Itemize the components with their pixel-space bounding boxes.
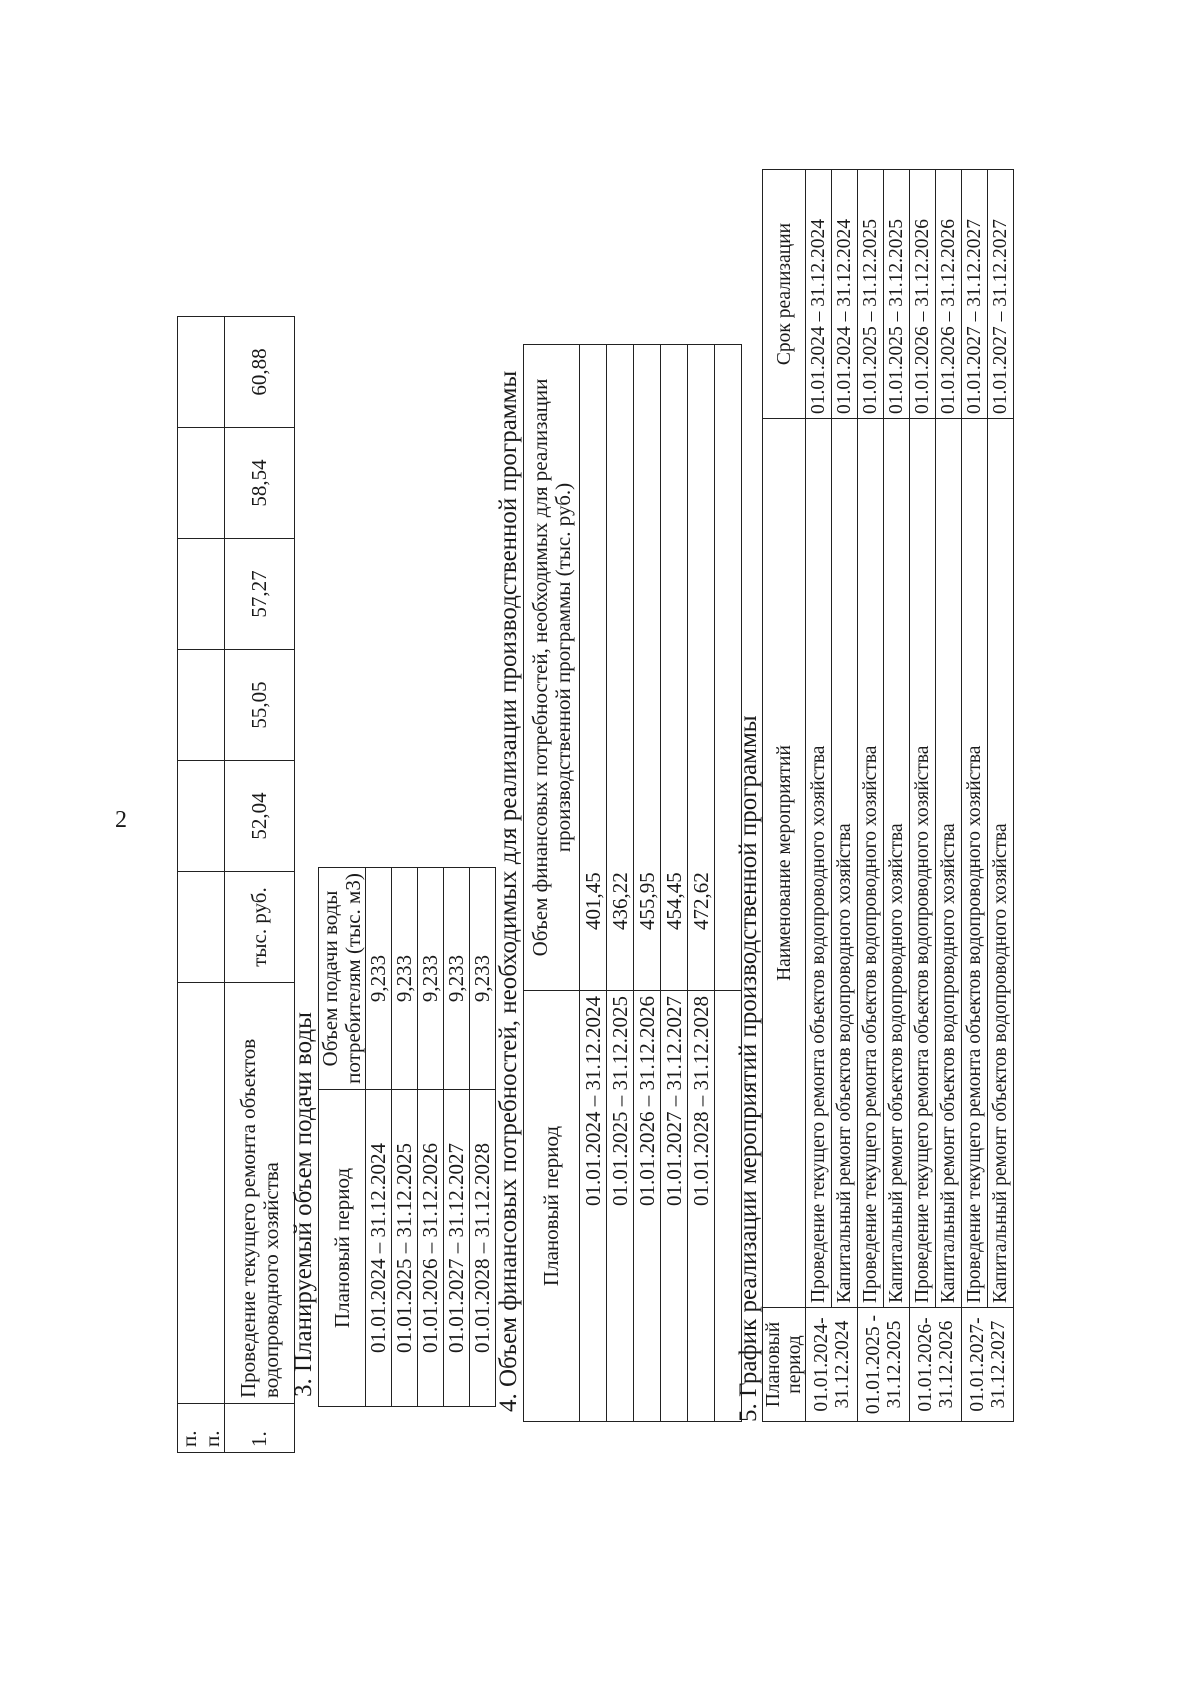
financial-needs-table <box>523 344 742 1422</box>
section4-title: 4. Объем финансовых потребностей, необходимых для реализации производственной программы <box>495 370 522 1412</box>
table4-header-period: Плановый период <box>524 991 580 1422</box>
table1-row-value: 58,54 <box>225 428 295 539</box>
table5-period: 01.01.2025 - 31.12.2025 <box>858 1308 910 1422</box>
section5-title: 5. График реализации мероприятий производственной программы <box>735 715 762 1422</box>
table1-row-num: 1. <box>225 1404 295 1453</box>
table-row <box>580 345 607 1422</box>
table5-activity: Проведение текущего ремонта объектов водопроводного хозяйства <box>806 419 832 1308</box>
table4-period: 01.01.2026 – 31.12.2026 <box>634 991 661 1422</box>
table5-activity: Капитальный ремонт объектов водопроводного хозяйства <box>884 419 910 1308</box>
table4-value: 454,45 <box>661 345 688 991</box>
water-supply-table <box>318 867 496 1407</box>
table1-header-row <box>178 317 225 1453</box>
table5-activity: Капитальный ремонт объектов водопроводного хозяйства <box>832 419 858 1308</box>
table1-row-value: 60,88 <box>225 317 295 428</box>
page-number: 2 <box>115 807 127 833</box>
table5-header-period: Плановый период <box>763 1308 806 1422</box>
table1-row-value: 57,27 <box>225 539 295 650</box>
table-row <box>470 868 496 1407</box>
table-row <box>392 868 418 1407</box>
table5-period: 01.01.2024- 31.12.2024 <box>806 1308 858 1422</box>
table5-period: 01.01.2027- 31.12.2027 <box>962 1308 1014 1422</box>
table3-value: 9,233 <box>392 868 418 1090</box>
table3-period: 01.01.2028 – 31.12.2028 <box>470 1090 496 1407</box>
table5-activity: Проведение текущего ремонта объектов водопроводного хозяйства <box>858 419 884 1308</box>
table-row <box>418 868 444 1407</box>
table3-header-period: Плановый период <box>319 1090 366 1407</box>
table3-period: 01.01.2026 – 31.12.2026 <box>418 1090 444 1407</box>
table3-header-row <box>319 868 366 1407</box>
table4-value: 472,62 <box>688 345 715 991</box>
table5-activity: Проведение текущего ремонта объектов водопроводного хозяйства <box>910 419 936 1308</box>
table1-row-unit: тыс. руб. <box>225 872 295 983</box>
table5-activity: Проведение текущего ремонта объектов водопроводного хозяйства <box>962 419 988 1308</box>
table1-header-empty <box>178 872 225 983</box>
table-row <box>806 170 832 1422</box>
table1-header-empty <box>178 428 225 539</box>
table5-activity: Капитальный ремонт объектов водопроводного хозяйства <box>988 419 1014 1308</box>
table-row <box>936 170 962 1422</box>
table1-row-value: 52,04 <box>225 761 295 872</box>
table-row <box>366 868 392 1407</box>
table-row <box>884 170 910 1422</box>
table3-value: 9,233 <box>444 868 470 1090</box>
table1-header-empty <box>178 983 225 1404</box>
table1-header-num: п. п. <box>178 1404 225 1453</box>
table-row <box>634 345 661 1422</box>
table5-term: 01.01.2026 – 31.12.2026 <box>936 170 962 419</box>
table3-period: 01.01.2025 – 31.12.2025 <box>392 1090 418 1407</box>
table5-period: 01.01.2026- 31.12.2026 <box>910 1308 962 1422</box>
table1-header-empty <box>178 761 225 872</box>
table4-period: 01.01.2024 – 31.12.2024 <box>580 991 607 1422</box>
table3-value: 9,233 <box>470 868 496 1090</box>
table1-header-empty <box>178 317 225 428</box>
table4-period: 01.01.2027 – 31.12.2027 <box>661 991 688 1422</box>
table-row <box>910 170 936 1422</box>
table4-value: 401,45 <box>580 345 607 991</box>
table5-term: 01.01.2025 – 31.12.2025 <box>884 170 910 419</box>
table5-header-name: Наименование мероприятий <box>763 419 806 1308</box>
table5-header-term: Срок реализации <box>763 170 806 419</box>
table-row <box>858 170 884 1422</box>
table-row <box>988 170 1014 1422</box>
section3-title: 3. Планируемый объем подачи воды <box>290 1012 317 1397</box>
table4-period: 01.01.2025 – 31.12.2025 <box>607 991 634 1422</box>
table1-header-empty <box>178 539 225 650</box>
table1-row-name: Проведение текущего ремонта объектов водопроводного хозяйства <box>225 983 295 1404</box>
table5-activity: Капитальный ремонт объектов водопроводного хозяйства <box>936 419 962 1308</box>
table3-period: 01.01.2027 – 31.12.2027 <box>444 1090 470 1407</box>
table5-term: 01.01.2026 – 31.12.2026 <box>910 170 936 419</box>
table3-header-volume: Объем подачи воды потребителям (тыс. м3) <box>319 868 366 1090</box>
table1-row <box>225 317 295 1453</box>
table4-value: 455,95 <box>634 345 661 991</box>
table-row <box>962 170 988 1422</box>
table5-term: 01.01.2024 – 31.12.2024 <box>832 170 858 419</box>
table-row <box>607 345 634 1422</box>
table3-value: 9,233 <box>366 868 392 1090</box>
table5-term: 01.01.2027 – 31.12.2027 <box>962 170 988 419</box>
table-row <box>832 170 858 1422</box>
table-row <box>688 345 715 1422</box>
table-row <box>661 345 688 1422</box>
table5-term: 01.01.2025 – 31.12.2025 <box>858 170 884 419</box>
table5-term: 01.01.2024 – 31.12.2024 <box>806 170 832 419</box>
table4-period: 01.01.2028 – 31.12.2028 <box>688 991 715 1422</box>
table3-period: 01.01.2024 – 31.12.2024 <box>366 1090 392 1407</box>
program-cost-table <box>177 316 295 1453</box>
table1-header-empty <box>178 650 225 761</box>
table-row <box>444 868 470 1407</box>
table5-term: 01.01.2027 – 31.12.2027 <box>988 170 1014 419</box>
table3-value: 9,233 <box>418 868 444 1090</box>
table1-row-value: 55,05 <box>225 650 295 761</box>
table5-header-row <box>763 170 806 1422</box>
table4-value: 436,22 <box>607 345 634 991</box>
table4-header-volume: Объем финансовых потребностей, необходимых для реализации производственной программы (тыс. руб.) <box>524 345 580 991</box>
schedule-table <box>762 169 1014 1422</box>
table4-header-row <box>524 345 580 1422</box>
